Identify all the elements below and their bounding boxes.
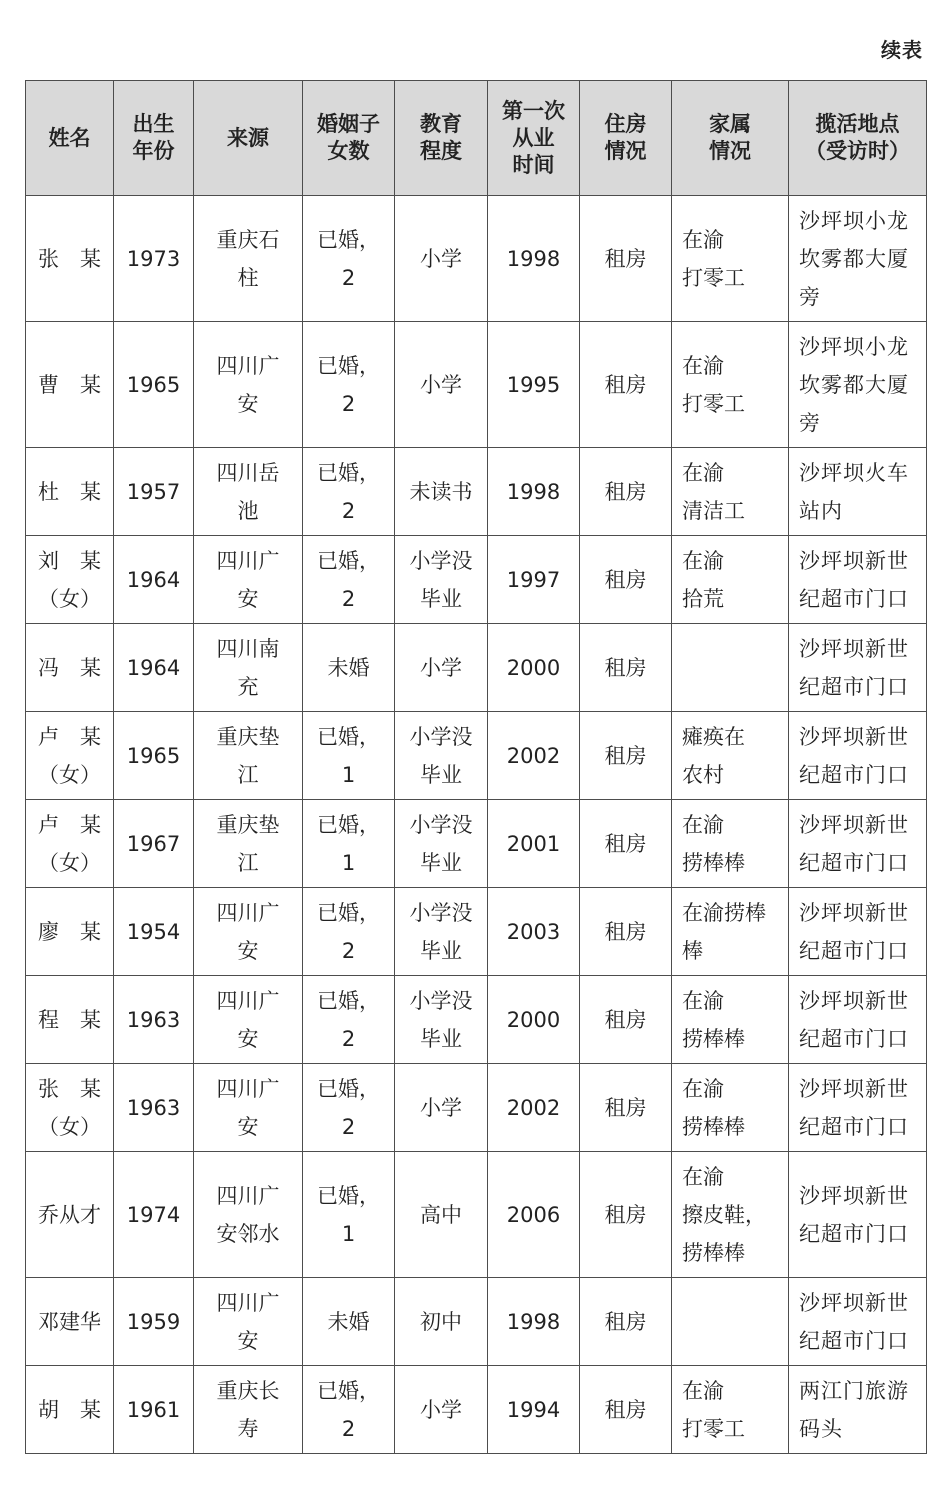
housing-cell: 租房: [580, 624, 672, 712]
header-row: [26, 81, 927, 196]
education-cell: 小学: [395, 1366, 488, 1454]
worker-info-table: [25, 80, 927, 1454]
first-job-cell: 2000: [488, 624, 580, 712]
housing-cell: 租房: [580, 712, 672, 800]
name-cell: 乔从才: [26, 1152, 114, 1278]
origin-cell: 重庆石 柱: [194, 196, 303, 322]
birth-year-cell: 1973: [114, 196, 194, 322]
housing-cell: 租房: [580, 800, 672, 888]
family-cell: 在渝 捞棒棒: [672, 1064, 789, 1152]
header-marriage-children: 婚姻子 女数: [303, 81, 395, 196]
marriage-cell: 已婚， 1: [303, 1152, 395, 1278]
name-cell: 曹 某: [26, 322, 114, 448]
origin-cell: 四川广 安: [194, 888, 303, 976]
education-cell: 小学没 毕业: [395, 976, 488, 1064]
header-name: 姓名: [26, 81, 114, 196]
housing-cell: 租房: [580, 1064, 672, 1152]
origin-cell: 重庆垫 江: [194, 800, 303, 888]
first-job-cell: 2006: [488, 1152, 580, 1278]
table-row: [26, 976, 927, 1064]
header-birth-year: 出生 年份: [114, 81, 194, 196]
marriage-cell: 已婚， 2: [303, 976, 395, 1064]
marriage-cell: 已婚， 1: [303, 712, 395, 800]
birth-year-cell: 1965: [114, 712, 194, 800]
origin-cell: 四川广 安: [194, 1278, 303, 1366]
header-work-location: 揽活地点 （受访时）: [789, 81, 927, 196]
name-cell: 张 某: [26, 196, 114, 322]
table-row: [26, 322, 927, 448]
table-row: [26, 1152, 927, 1278]
table-row: [26, 1366, 927, 1454]
table-row: [26, 536, 927, 624]
family-cell: [672, 624, 789, 712]
marriage-cell: 已婚， 2: [303, 322, 395, 448]
table-row: [26, 624, 927, 712]
marriage-cell: 已婚， 1: [303, 800, 395, 888]
location-cell: 沙坪坝小龙 坎雾都大厦 旁: [789, 196, 927, 322]
marriage-cell: 已婚， 2: [303, 196, 395, 322]
housing-cell: 租房: [580, 536, 672, 624]
marriage-cell: 已婚， 2: [303, 1064, 395, 1152]
table-row: [26, 888, 927, 976]
header-housing: 住房 情况: [580, 81, 672, 196]
name-cell: 胡 某: [26, 1366, 114, 1454]
name-cell: 杜 某: [26, 448, 114, 536]
location-cell: 沙坪坝新世 纪超市门口: [789, 888, 927, 976]
birth-year-cell: 1964: [114, 624, 194, 712]
origin-cell: 四川广 安: [194, 536, 303, 624]
family-cell: 在渝 打零工: [672, 196, 789, 322]
origin-cell: 重庆长 寿: [194, 1366, 303, 1454]
marriage-cell: 已婚， 2: [303, 888, 395, 976]
marriage-cell: 未婚: [303, 1278, 395, 1366]
education-cell: 小学: [395, 1064, 488, 1152]
birth-year-cell: 1967: [114, 800, 194, 888]
table-row: [26, 196, 927, 322]
education-cell: 小学: [395, 322, 488, 448]
family-cell: 在渝 清洁工: [672, 448, 789, 536]
header-education: 教育 程度: [395, 81, 488, 196]
origin-cell: 四川广 安: [194, 1064, 303, 1152]
name-cell: 廖 某: [26, 888, 114, 976]
family-cell: 在渝 捞棒棒: [672, 800, 789, 888]
name-cell: 程 某: [26, 976, 114, 1064]
first-job-cell: 1994: [488, 1366, 580, 1454]
name-cell: 邓建华: [26, 1278, 114, 1366]
origin-cell: 四川广 安: [194, 976, 303, 1064]
birth-year-cell: 1961: [114, 1366, 194, 1454]
header-origin: 来源: [194, 81, 303, 196]
family-cell: 在渝 捞棒棒: [672, 976, 789, 1064]
housing-cell: 租房: [580, 448, 672, 536]
housing-cell: 租房: [580, 1152, 672, 1278]
birth-year-cell: 1964: [114, 536, 194, 624]
marriage-cell: 已婚， 2: [303, 448, 395, 536]
education-cell: 小学没 毕业: [395, 888, 488, 976]
location-cell: 沙坪坝新世 纪超市门口: [789, 624, 927, 712]
table-row: [26, 1064, 927, 1152]
education-cell: 小学没 毕业: [395, 536, 488, 624]
name-cell: 卢 某 （女）: [26, 800, 114, 888]
location-cell: 沙坪坝新世 纪超市门口: [789, 1152, 927, 1278]
birth-year-cell: 1959: [114, 1278, 194, 1366]
table-row: [26, 800, 927, 888]
housing-cell: 租房: [580, 976, 672, 1064]
first-job-cell: 1995: [488, 322, 580, 448]
family-cell: 在渝 打零工: [672, 1366, 789, 1454]
housing-cell: 租房: [580, 322, 672, 448]
birth-year-cell: 1957: [114, 448, 194, 536]
family-cell: 在渝 打零工: [672, 322, 789, 448]
birth-year-cell: 1963: [114, 1064, 194, 1152]
location-cell: 沙坪坝新世 纪超市门口: [789, 1278, 927, 1366]
first-job-cell: 1998: [488, 196, 580, 322]
housing-cell: 租房: [580, 1366, 672, 1454]
location-cell: 沙坪坝火车 站内: [789, 448, 927, 536]
education-cell: 小学: [395, 624, 488, 712]
first-job-cell: 1997: [488, 536, 580, 624]
first-job-cell: 2003: [488, 888, 580, 976]
first-job-cell: 1998: [488, 1278, 580, 1366]
location-cell: 两江门旅游 码头: [789, 1366, 927, 1454]
origin-cell: 四川广 安邻水: [194, 1152, 303, 1278]
education-cell: 小学没 毕业: [395, 800, 488, 888]
table-row: [26, 448, 927, 536]
family-cell: 在渝 拾荒: [672, 536, 789, 624]
first-job-cell: 2000: [488, 976, 580, 1064]
birth-year-cell: 1954: [114, 888, 194, 976]
location-cell: 沙坪坝新世 纪超市门口: [789, 976, 927, 1064]
family-cell: 在渝 擦皮鞋， 捞棒棒: [672, 1152, 789, 1278]
education-cell: 高中: [395, 1152, 488, 1278]
location-cell: 沙坪坝新世 纪超市门口: [789, 536, 927, 624]
housing-cell: 租房: [580, 888, 672, 976]
first-job-cell: 1998: [488, 448, 580, 536]
marriage-cell: 已婚， 2: [303, 1366, 395, 1454]
table-row: [26, 1278, 927, 1366]
origin-cell: 四川岳 池: [194, 448, 303, 536]
marriage-cell: 未婚: [303, 624, 395, 712]
first-job-cell: 2002: [488, 712, 580, 800]
birth-year-cell: 1963: [114, 976, 194, 1064]
header-first-job-year: 第一次 从业 时间: [488, 81, 580, 196]
birth-year-cell: 1965: [114, 322, 194, 448]
education-cell: 未读书: [395, 448, 488, 536]
education-cell: 初中: [395, 1278, 488, 1366]
location-cell: 沙坪坝新世 纪超市门口: [789, 1064, 927, 1152]
origin-cell: 重庆垫 江: [194, 712, 303, 800]
marriage-cell: 已婚， 2: [303, 536, 395, 624]
location-cell: 沙坪坝新世 纪超市门口: [789, 712, 927, 800]
family-cell: [672, 1278, 789, 1366]
location-cell: 沙坪坝新世 纪超市门口: [789, 800, 927, 888]
education-cell: 小学: [395, 196, 488, 322]
family-cell: 瘫痪在 农村: [672, 712, 789, 800]
education-cell: 小学没 毕业: [395, 712, 488, 800]
table-row: [26, 712, 927, 800]
name-cell: 冯 某: [26, 624, 114, 712]
continued-label: 续表: [881, 38, 923, 62]
birth-year-cell: 1974: [114, 1152, 194, 1278]
origin-cell: 四川南 充: [194, 624, 303, 712]
family-cell: 在渝捞棒 棒: [672, 888, 789, 976]
location-cell: 沙坪坝小龙 坎雾都大厦 旁: [789, 322, 927, 448]
first-job-cell: 2001: [488, 800, 580, 888]
first-job-cell: 2002: [488, 1064, 580, 1152]
name-cell: 张 某 （女）: [26, 1064, 114, 1152]
header-family: 家属 情况: [672, 81, 789, 196]
name-cell: 刘 某 （女）: [26, 536, 114, 624]
origin-cell: 四川广 安: [194, 322, 303, 448]
housing-cell: 租房: [580, 1278, 672, 1366]
name-cell: 卢 某 （女）: [26, 712, 114, 800]
housing-cell: 租房: [580, 196, 672, 322]
